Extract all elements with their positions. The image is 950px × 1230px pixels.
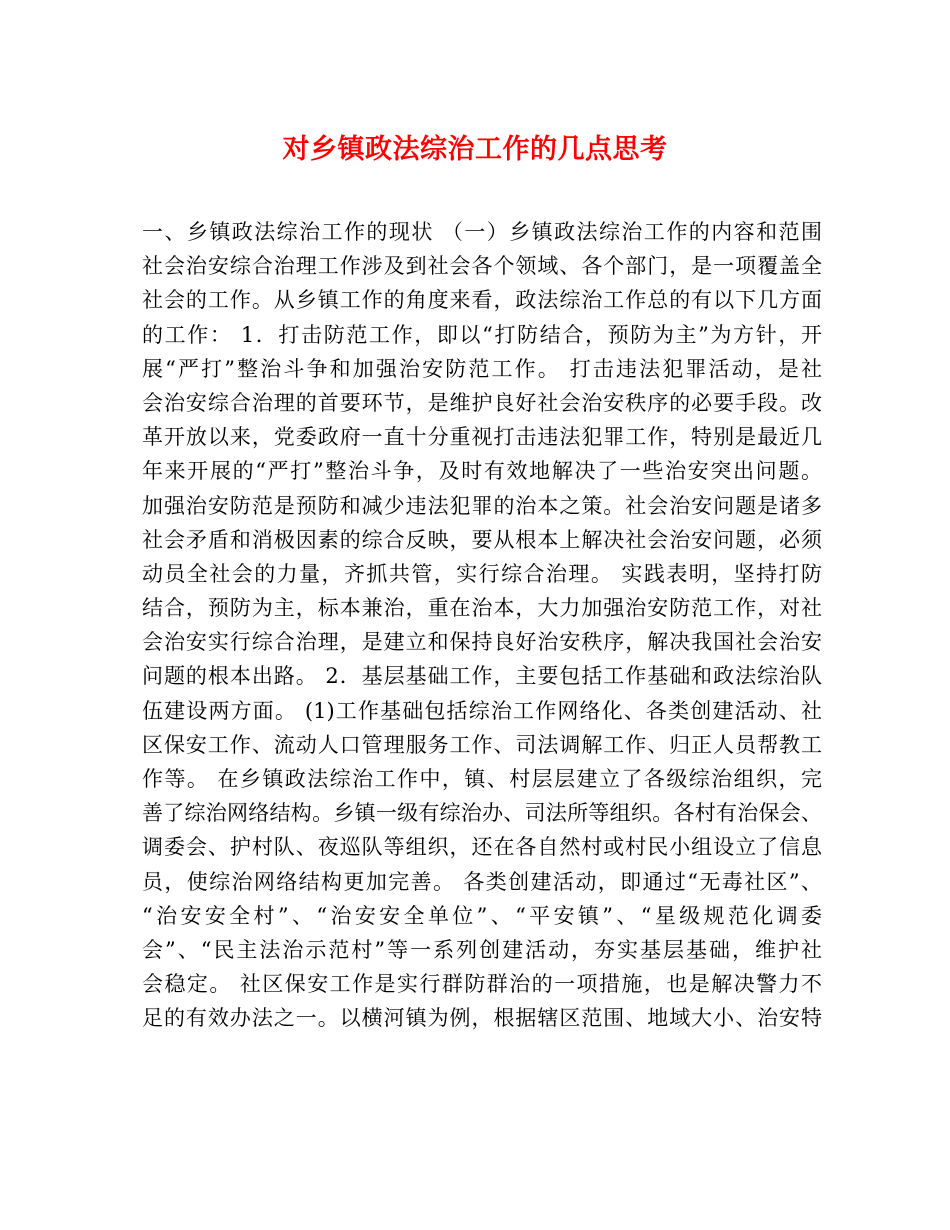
body-line: 动员全社会的力量，齐抓共管，实行综合治理。 实践表明，坚持打防 — [142, 561, 822, 586]
document-body — [142, 215, 822, 1036]
body-line: 革开放以来，党委政府一直十分重视打击违法犯罪工作，特别是最近几 — [142, 425, 822, 450]
body-line: 善了综治网络结构。乡镇一级有综治办、司法所等组织。各村有治保会、 — [142, 801, 822, 826]
body-line: 区保安工作、流动人口管理服务工作、司法调解工作、归正人员帮教工 — [142, 732, 822, 757]
body-line: 的工作： 1．打击防范工作，即以“打防结合，预防为主”为方针，开 — [142, 322, 822, 347]
body-line: 伍建设两方面。 (1)工作基础包括综治工作网络化、各类创建活动、社 — [142, 698, 822, 723]
body-line: 调委会、护村队、夜巡队等组织，还在各自然村或村民小组设立了信息 — [142, 835, 822, 860]
body-line: 足的有效办法之一。以横河镇为例，根据辖区范围、地域大小、治安特 — [142, 1006, 822, 1031]
body-line: 展“严打”整治斗争和加强治安防范工作。 打击违法犯罪活动，是社 — [142, 356, 822, 381]
body-line: 一、乡镇政法综治工作的现状 （一）乡镇政法综治工作的内容和范围 — [142, 220, 822, 244]
body-line: 年来开展的“严打”整治斗争，及时有效地解决了一些治安突出问题。 — [142, 459, 822, 484]
body-line: 结合，预防为主，标本兼治，重在治本，大力加强治安防范工作，对社 — [142, 596, 822, 621]
document-title: 对乡镇政法综治工作的几点思考 — [282, 134, 668, 165]
body-line: 社会的工作。从乡镇工作的角度来看，政法综治工作总的有以下几方面 — [142, 288, 822, 313]
body-line: 加强治安防范是预防和减少违法犯罪的治本之策。社会治安问题是诸多 — [142, 493, 822, 518]
body-line: 会治安综合治理的首要环节，是维护良好社会治安秩序的必要手段。改 — [142, 390, 822, 415]
body-line: 会”、“民主法治示范村”等一系列创建活动，夯实基层基础，维护社 — [142, 937, 822, 962]
body-line: “治安安全村”、“治安安全单位”、“平安镇”、“星级规范化调委 — [142, 903, 822, 928]
body-line: 社会治安综合治理工作涉及到社会各个领域、各个部门，是一项覆盖全 — [142, 254, 822, 279]
body-line: 问题的根本出路。 2．基层基础工作，主要包括工作基础和政法综治队 — [142, 664, 822, 689]
body-line: 社会矛盾和消极因素的综合反映，要从根本上解决社会治安问题，必须 — [142, 527, 822, 552]
body-line: 员，使综治网络结构更加完善。 各类创建活动，即通过“无毒社区”、 — [142, 869, 822, 894]
body-line: 作等。 在乡镇政法综治工作中，镇、村层层建立了各级综治组织，完 — [142, 767, 822, 791]
body-line: 会治安实行综合治理，是建立和保持良好治安秩序，解决我国社会治安 — [142, 630, 822, 655]
body-line: 会稳定。 社区保安工作是实行群防群治的一项措施，也是解决警力不 — [142, 972, 822, 997]
